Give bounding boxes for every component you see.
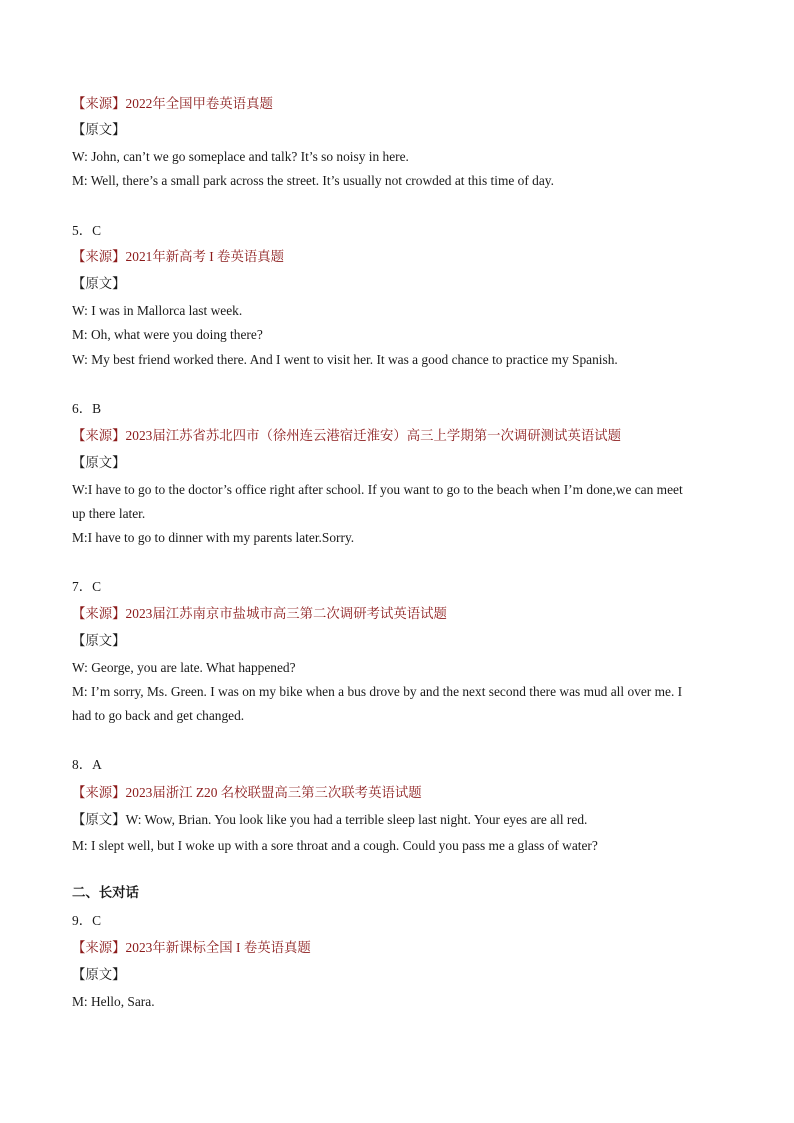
yuanwen-label: 【原文】 (72, 122, 126, 137)
source-line: 【来源】2021年新高考 I 卷英语真题 (72, 249, 285, 264)
yuanwen-line (72, 811, 724, 829)
dialogue-line: M: I’m sorry, Ms. Green. I was on my bike when a bus drove by and the next second there was mud all over me. I (72, 684, 683, 699)
section-heading: 二、长对话 (72, 885, 139, 900)
dialogue-line: M: Well, there’s a small park across the street. It’s usually not crowded at this time of day. (72, 173, 554, 188)
dialogue-line: had to go back and get changed. (72, 708, 245, 723)
yuanwen-label: 【原文】 (72, 276, 126, 291)
answer-label: 6．B (72, 401, 102, 416)
dialogue-line: M: I slept well, but I woke up with a sore throat and a cough. Could you pass me a glass of water? (72, 838, 598, 853)
dialogue-line: W: My best friend worked there. And I went to visit her. It was a good chance to practice my Spanish. (72, 352, 618, 367)
answer-label: 7．C (72, 579, 102, 594)
dialogue-line: M: Oh, what were you doing there? (72, 327, 263, 342)
dialogue-inline: W: Wow, Brian. You look like you had a terrible sleep last night. Your eyes are all red. (125, 812, 588, 827)
answer-label: 9．C (72, 913, 102, 928)
answer-label: 8．A (72, 757, 102, 772)
yuanwen-label: 【原文】 (72, 455, 126, 470)
source-line: 【来源】2023届江苏南京市盐城市高三第二次调研考试英语试题 (72, 606, 447, 621)
source-line: 【来源】2023年新课标全国 I 卷英语真题 (72, 940, 311, 955)
source-line: 【来源】2023届江苏省苏北四市（徐州连云港宿迁淮安）高三上学期第一次调研测试英语试题 (72, 428, 622, 443)
dialogue-line: W: George, you are late. What happened? (72, 660, 296, 675)
yuanwen-label: 【原文】 (72, 812, 126, 827)
dialogue-line: up there later. (72, 506, 146, 521)
yuanwen-label: 【原文】 (72, 967, 126, 982)
dialogue-line: M: Hello, Sara. (72, 994, 155, 1009)
answer-label: 5．C (72, 223, 102, 238)
dialogue-line: W: I was in Mallorca last week. (72, 303, 243, 318)
source-line: 【来源】2023届浙江 Z20 名校联盟高三第三次联考英语试题 (72, 785, 422, 800)
source-line: 【来源】2022年全国甲卷英语真题 (72, 96, 273, 111)
yuanwen-label: 【原文】 (72, 633, 126, 648)
dialogue-line: W:I have to go to the doctor’s office right after school. If you want to go to the beach when I’m done,we can meet (72, 482, 683, 497)
dialogue-line: M:I have to go to dinner with my parents later.Sorry. (72, 530, 355, 545)
dialogue-line: W: John, can’t we go someplace and talk? It’s so noisy in here. (72, 149, 409, 164)
